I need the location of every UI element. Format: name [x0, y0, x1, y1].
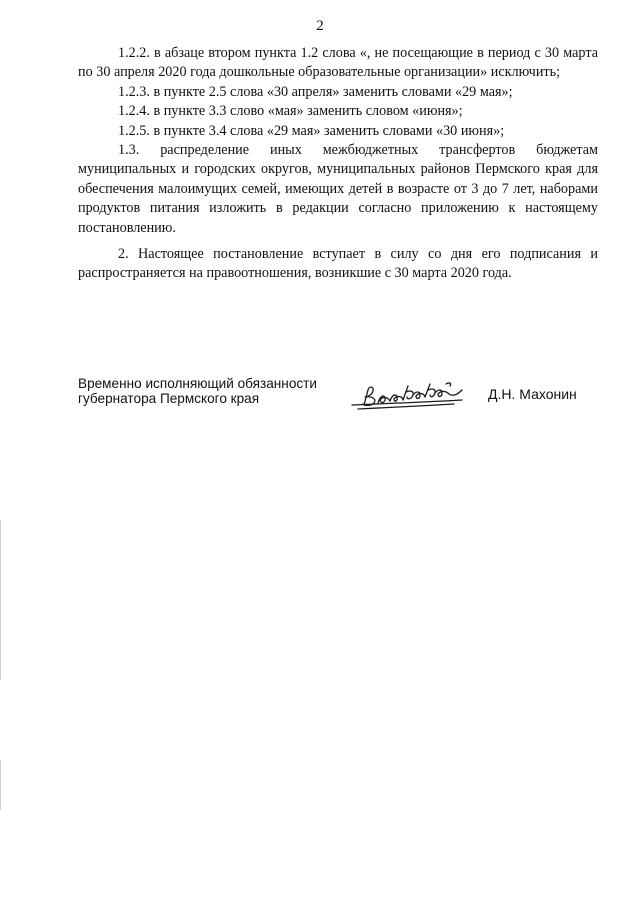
handwritten-signature — [350, 378, 468, 414]
signatory-name: Д.Н. Махонин — [488, 386, 577, 402]
paragraph-1-2-2: 1.2.2. в абзаце втором пункта 1.2 слова «, не посещающие в период с 30 марта по 30 апреля 2020 года дошкольные образовательные организации» исключить; — [78, 45, 598, 81]
paragraph-1-2-5: 1.2.5. в пункте 3.4 слова «29 мая» заменить словами «30 июня»; — [118, 122, 505, 139]
signatory-title-line-2: губернатора Пермского края — [78, 391, 260, 406]
paragraph-1-3: 1.3. распределение иных межбюджетных трансфертов бюджетам муниципальных и городских округов, муниципальных районов Пермского края для обеспечения малоимущих семей, имеющих детей в возрасте от 3 до 7 лет, наборами продуктов питания изложить в редакции согласно приложению к настоящему постановлению. — [78, 142, 598, 236]
scan-edge-mark — [0, 520, 1, 680]
page-number: 2 — [316, 18, 324, 34]
signatory-title — [78, 376, 317, 406]
paragraph-1-2-4: 1.2.4. в пункте 3.3 слово «мая» заменить словом «июня»; — [118, 103, 463, 120]
scan-edge-mark — [0, 760, 1, 810]
document-body — [78, 44, 598, 284]
signatory-title-line-1: Временно исполняющий обязанности — [78, 376, 317, 391]
paragraph-2: 2. Настоящее постановление вступает в силу со дня его подписания и распространяется на правоотношения, возникшие с 30 марта 2020 года. — [78, 246, 598, 282]
paragraph-1-2-3: 1.2.3. в пункте 2.5 слова «30 апреля» заменить словами «29 мая»; — [118, 83, 513, 100]
